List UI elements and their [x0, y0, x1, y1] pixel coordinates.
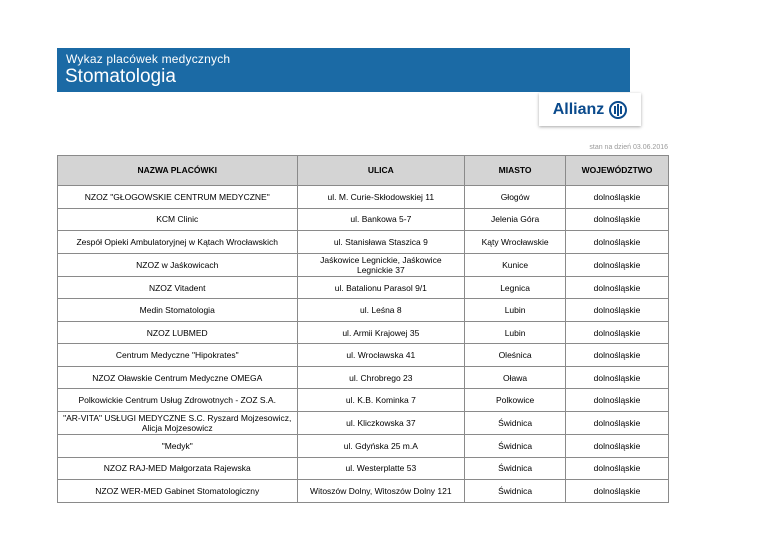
cell-street: ul. Stanisława Staszica 9	[297, 231, 465, 254]
cell-name: NZOZ LUBMED	[58, 321, 298, 344]
table-row	[58, 186, 669, 209]
cell-voivodeship: dolnośląskie	[566, 186, 669, 209]
table-row	[58, 253, 669, 276]
table-header-row	[58, 156, 669, 186]
cell-name: Zespół Opieki Ambulatoryjnej w Kątach Wrocławskich	[58, 231, 298, 254]
cell-voivodeship: dolnośląskie	[566, 231, 669, 254]
cell-street: ul. Gdyńska 25 m.A	[297, 435, 465, 458]
cell-city: Oława	[465, 366, 566, 389]
cell-city: Polkowice	[465, 389, 566, 412]
table-row	[58, 435, 669, 458]
cell-name: NZOZ WER-MED Gabinet Stomatologiczny	[58, 480, 298, 503]
cell-name: Polkowickie Centrum Usług Zdrowotnych - ZOZ S.A.	[58, 389, 298, 412]
cell-voivodeship: dolnośląskie	[566, 276, 669, 299]
cell-street: ul. M. Curie-Skłodowskiej 11	[297, 186, 465, 209]
cell-name: NZOZ "GŁOGOWSKIE CENTRUM MEDYCZNE"	[58, 186, 298, 209]
cell-name: NZOZ Oławskie Centrum Medyczne OMEGA	[58, 366, 298, 389]
cell-name: NZOZ RAJ-MED Małgorzata Rajewska	[58, 457, 298, 480]
cell-street: ul. Armii Krajowej 35	[297, 321, 465, 344]
cell-city: Lubin	[465, 321, 566, 344]
cell-name: NZOZ w Jaśkowicach	[58, 253, 298, 276]
cell-city: Świdnica	[465, 480, 566, 503]
document-title: Wykaz placówek medycznych	[66, 52, 231, 66]
cell-voivodeship: dolnośląskie	[566, 321, 669, 344]
table-row	[58, 480, 669, 503]
cell-voivodeship: dolnośląskie	[566, 480, 669, 503]
table-row	[58, 411, 669, 434]
cell-street: ul. Westerplatte 53	[297, 457, 465, 480]
cell-city: Jelenia Góra	[465, 208, 566, 231]
allianz-eagle-icon	[609, 101, 627, 119]
cell-voivodeship: dolnośląskie	[566, 366, 669, 389]
column-header-street: ULICA	[297, 156, 465, 186]
cell-voivodeship: dolnośląskie	[566, 208, 669, 231]
cell-city: Kąty Wrocławskie	[465, 231, 566, 254]
document-subtitle: Stomatologia	[65, 66, 176, 87]
table-row	[58, 366, 669, 389]
cell-name: Centrum Medyczne "Hipokrates"	[58, 344, 298, 367]
cell-city: Legnica	[465, 276, 566, 299]
table-row	[58, 321, 669, 344]
cell-voivodeship: dolnośląskie	[566, 389, 669, 412]
cell-name: "AR-VITA" USŁUGI MEDYCZNE S.C. Ryszard Mojzesowicz, Alicja Mojzesowicz	[58, 411, 298, 434]
cell-street: Jaśkowice Legnickie, Jaśkowice Legnickie 37	[297, 253, 465, 276]
table-row	[58, 299, 669, 322]
cell-voivodeship: dolnośląskie	[566, 344, 669, 367]
cell-city: Świdnica	[465, 435, 566, 458]
cell-city: Kunice	[465, 253, 566, 276]
column-header-name: NAZWA PLACÓWKI	[58, 156, 298, 186]
table-row	[58, 457, 669, 480]
cell-voivodeship: dolnośląskie	[566, 253, 669, 276]
cell-name: KCM Clinic	[58, 208, 298, 231]
cell-city: Świdnica	[465, 411, 566, 434]
cell-city: Głogów	[465, 186, 566, 209]
cell-city: Oleśnica	[465, 344, 566, 367]
column-header-city: MIASTO	[465, 156, 566, 186]
table-row	[58, 208, 669, 231]
cell-city: Lubin	[465, 299, 566, 322]
logo-text: Allianz	[552, 100, 605, 118]
cell-street: ul. Chrobrego 23	[297, 366, 465, 389]
cell-street: ul. Leśna 8	[297, 299, 465, 322]
cell-name: NZOZ Vitadent	[58, 276, 298, 299]
cell-street: ul. Bankowa 5-7	[297, 208, 465, 231]
table-row	[58, 344, 669, 367]
cell-street: ul. K.B. Kominka 7	[297, 389, 465, 412]
cell-voivodeship: dolnośląskie	[566, 299, 669, 322]
cell-name: "Medyk"	[58, 435, 298, 458]
facilities-table	[57, 155, 669, 503]
column-header-voivodeship: WOJEWÓDZTWO	[566, 156, 669, 186]
cell-voivodeship: dolnośląskie	[566, 411, 669, 434]
cell-street: Witoszów Dolny, Witoszów Dolny 121	[297, 480, 465, 503]
table-row	[58, 389, 669, 412]
cell-name: Medin Stomatologia	[58, 299, 298, 322]
cell-voivodeship: dolnośląskie	[566, 457, 669, 480]
allianz-logo	[539, 93, 641, 126]
table-row	[58, 231, 669, 254]
cell-voivodeship: dolnośląskie	[566, 435, 669, 458]
cell-street: ul. Wrocławska 41	[297, 344, 465, 367]
cell-street: ul. Kliczkowska 37	[297, 411, 465, 434]
date-note: stan na dzień 03.06.2016	[589, 144, 668, 151]
cell-street: ul. Batalionu Parasol 9/1	[297, 276, 465, 299]
table-row	[58, 276, 669, 299]
cell-city: Świdnica	[465, 457, 566, 480]
